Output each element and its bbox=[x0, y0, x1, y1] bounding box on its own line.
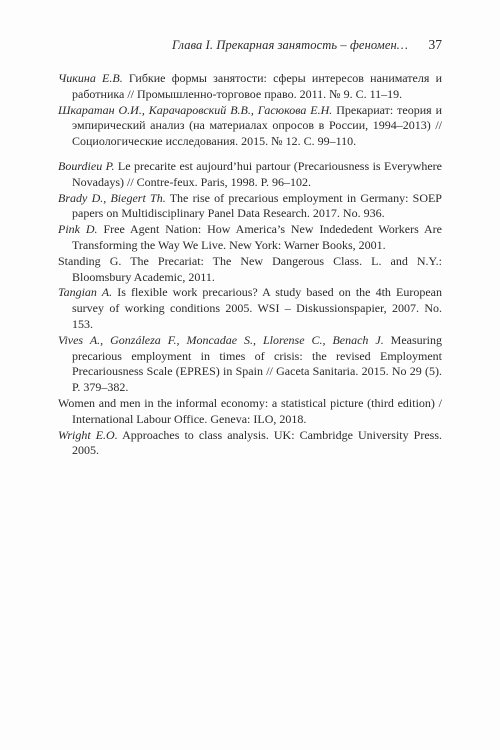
reference-text: Прекариат: теория и эмпирический анализ (на материалах опросов в России, 1994–2013) // Социологические исследования. 2015. № 12. С. 99–110. bbox=[72, 102, 442, 149]
reference-authors: Pink D. bbox=[58, 222, 98, 237]
reference-text: Women and men in the informal economy: a statistical picture (third edition) / International Labour Office. Geneva: ILO, 2018. bbox=[58, 395, 442, 426]
reference-text: Standing G. The Precariat: The New Dangerous Class. L. and N.Y.: Bloomsbury Academic, 2011. bbox=[58, 253, 442, 284]
reference-authors: Tangian A. bbox=[58, 285, 113, 300]
running-head bbox=[58, 38, 442, 58]
reference-entry bbox=[58, 254, 442, 286]
reference-entry bbox=[58, 285, 442, 332]
reference-authors: Bourdieu P. bbox=[58, 159, 115, 173]
reference-entry bbox=[58, 333, 442, 396]
reference-text: Approaches to class analysis. UK: Cambridge University Press. 2005. bbox=[72, 427, 443, 458]
reference-entry bbox=[58, 103, 442, 150]
reference-entry bbox=[58, 396, 442, 428]
reference-entry bbox=[58, 191, 442, 223]
references-russian bbox=[58, 71, 442, 150]
reference-entry bbox=[58, 71, 442, 103]
page-number: 37 bbox=[428, 37, 442, 52]
reference-text: Measuring precarious employment in times of crisis: the revised Employment Precariousness Scale (EPRES) in Spain // Gaceta Sanitaria. 2015. No 29 (5). P. 379–382. bbox=[72, 332, 442, 395]
reference-authors: Wright E.O. bbox=[58, 427, 118, 442]
running-title: Глава I. Прекарная занятость – феномен… bbox=[172, 38, 408, 52]
reference-text: Le precarite est aujourd’hui partour (Precariousness is Everywhere Novadays) // Contre-feux. Paris, 1998. P. 96–102. bbox=[72, 159, 443, 189]
reference-text: The rise of precarious employment in Germany: SOEP papers on Multidisciplinary Panel Data Research. 2017. No. 936. bbox=[72, 190, 442, 221]
reference-text: Free Agent Nation: How America’s New Indededent Workers Are Transforming the Way We Live. New York: Warner Books, 2001. bbox=[72, 222, 442, 252]
reference-authors: Шкаратан О.И., Карачаровский В.В., Гасюкова Е.Н. bbox=[58, 102, 333, 117]
reference-text: Is flexible work precarious? A study based on the 4th European survey of working conditions 2005. WSI – Diskussionspapier, 2007. No. 153. bbox=[72, 285, 442, 331]
reference-entry bbox=[58, 222, 442, 254]
reference-authors: Brady D., Biegert Th. bbox=[58, 190, 166, 205]
reference-text: Гибкие формы занятости: сферы интересов нанимателя и работника // Промышленно-торговое право. 2011. № 9. С. 11–19. bbox=[72, 71, 442, 101]
reference-entry bbox=[58, 159, 442, 191]
reference-entry bbox=[58, 428, 442, 460]
references-english bbox=[58, 159, 442, 459]
reference-authors: Vives A., Gonzáleza F., Moncadae S., Llorense C., Benach J. bbox=[58, 332, 384, 347]
reference-authors: Чикина Е.В. bbox=[58, 71, 123, 85]
